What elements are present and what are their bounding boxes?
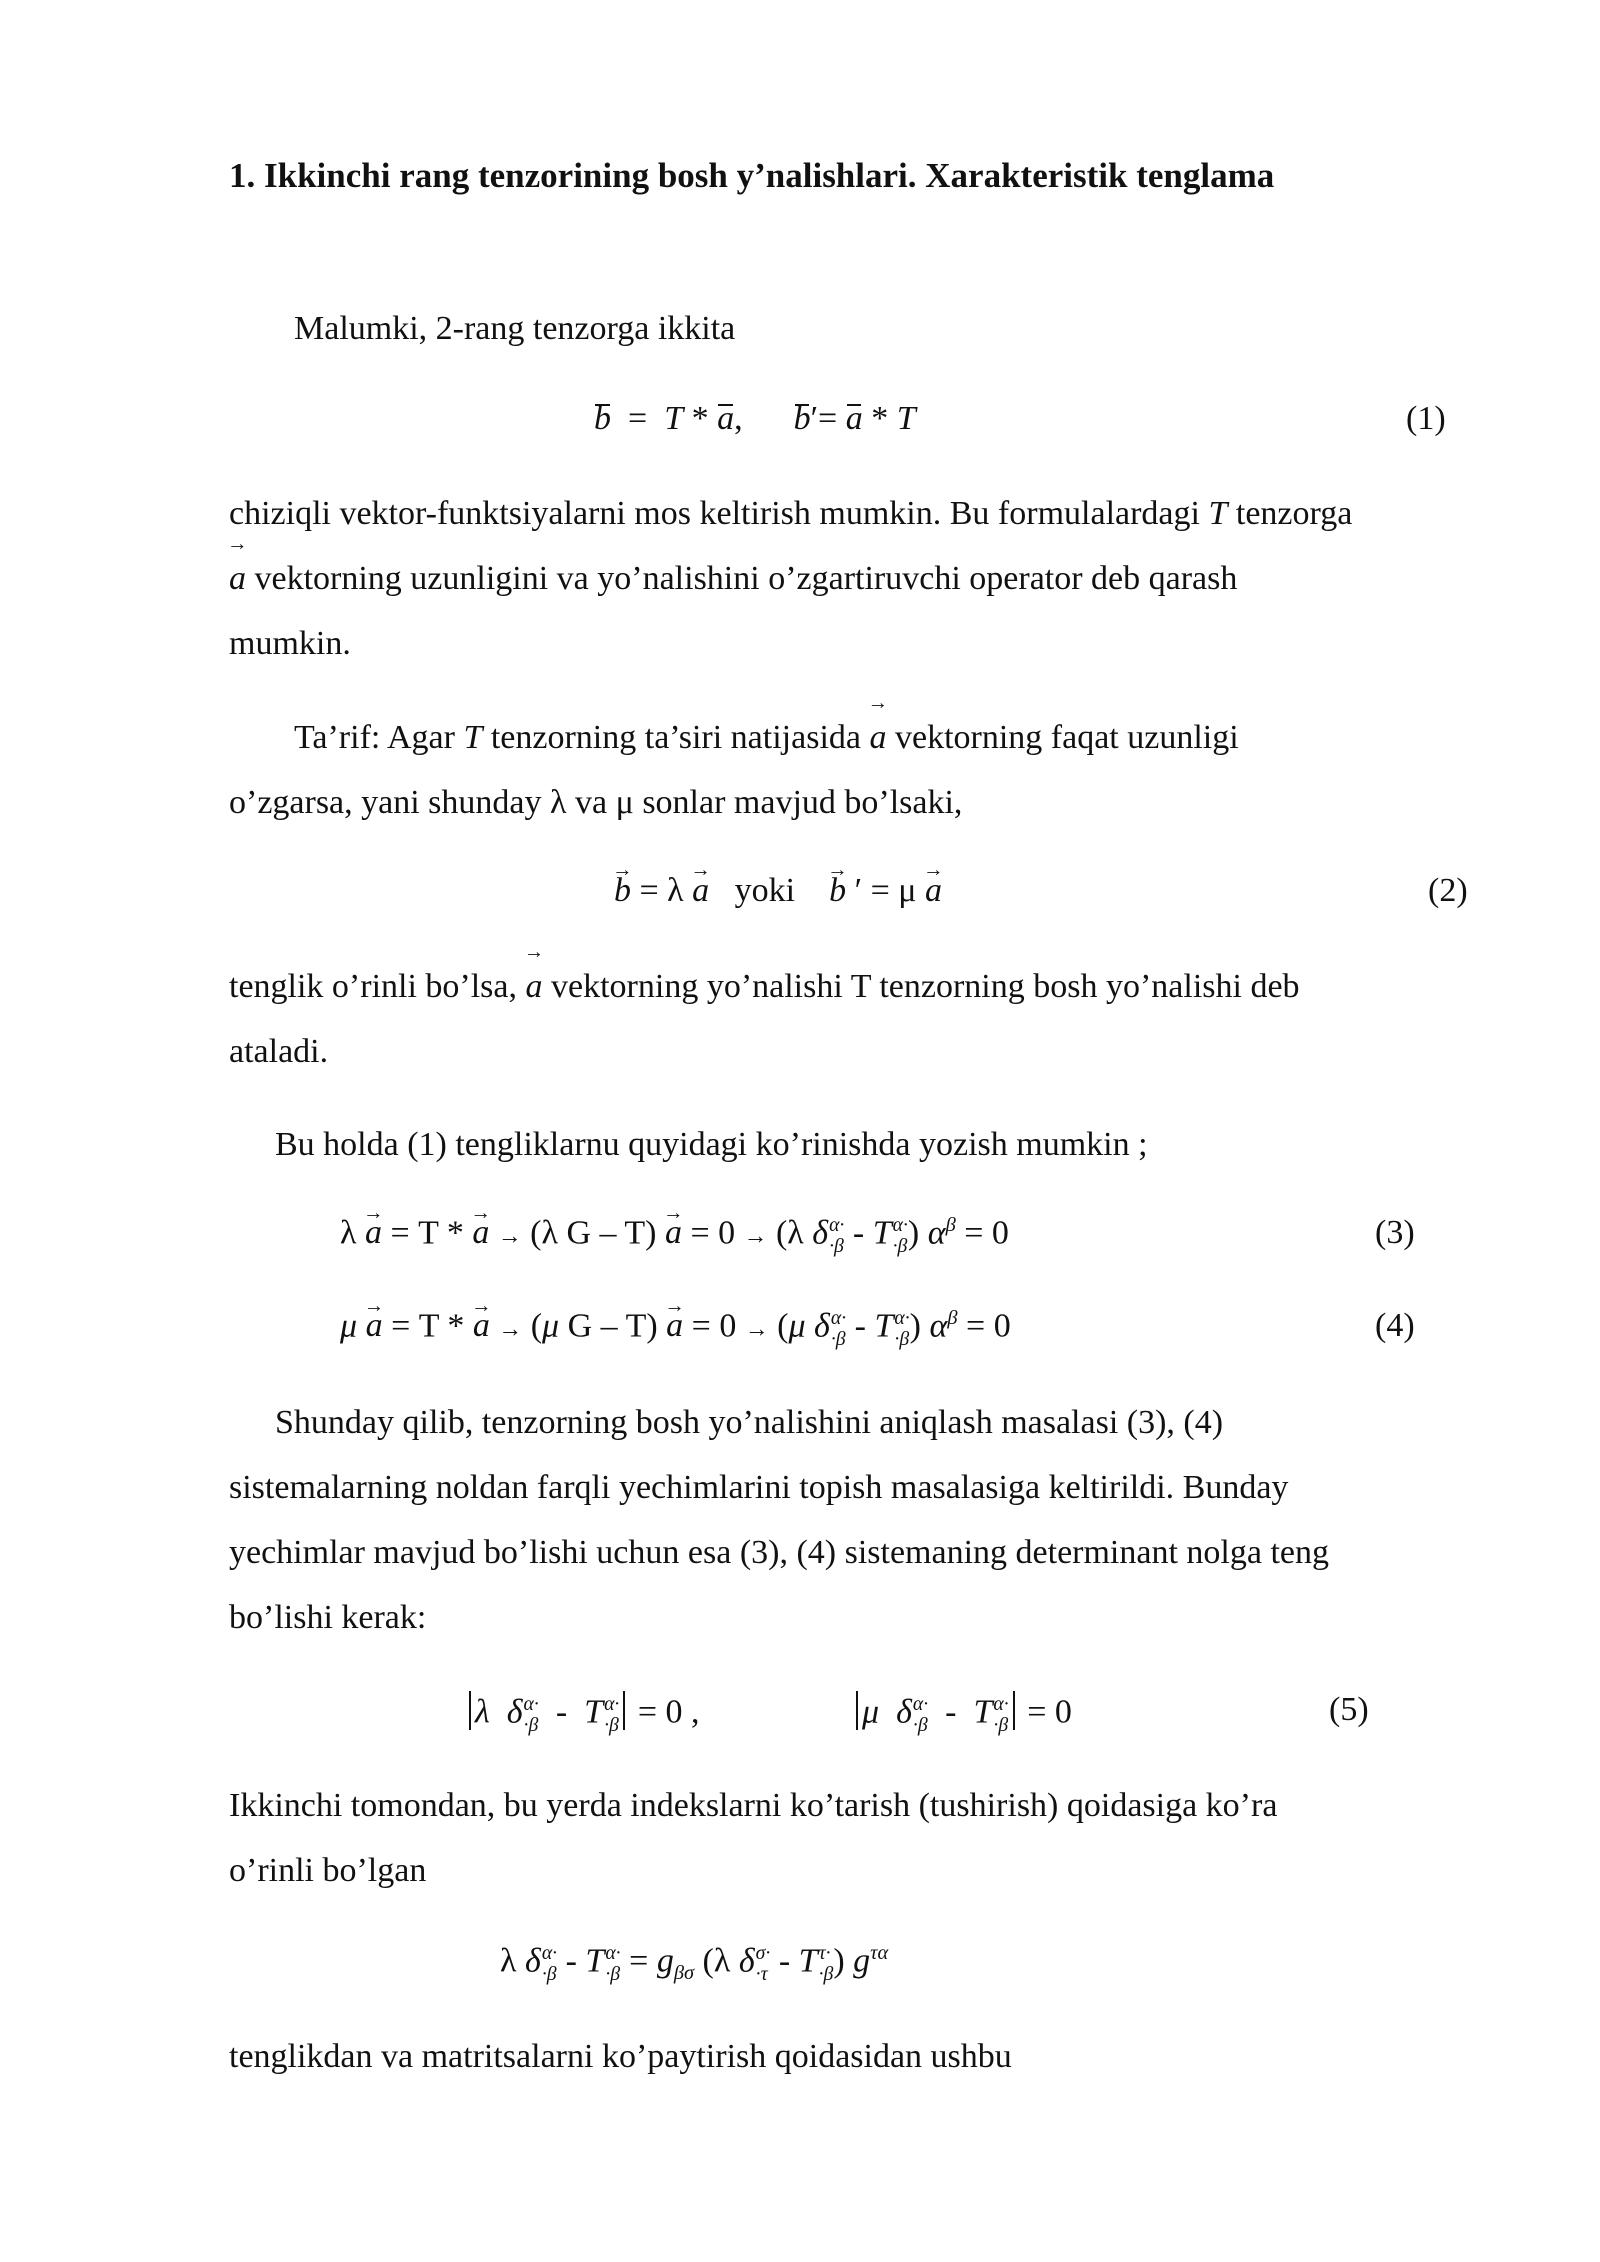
- equation-4: μ → a = T * → a → (μ G – T) → a = 0 → (μ δ α· ·β - T α· ·β ) $\alpha^\beta = 0$: [340, 1307, 1011, 1349]
- equation-number-2: (2): [1428, 872, 1468, 909]
- definition-line-2: o’zgarsa, yani shunday λ va μ sonlar mavjud bo’lsaki,: [229, 784, 963, 821]
- paragraph-4-line-1: tenglik o’rinli bo’lsa, → a vektorning yo’nalishi T tenzorning bosh yo’nalishi deb: [229, 954, 1300, 1019]
- equation-5-right: μ δ α· ·β - T α· ·β = 0: [852, 1691, 1072, 1736]
- paragraph-8: tenglikdan va matritsalarni ko’paytirish qoidasidan ushbu: [229, 2038, 1012, 2075]
- equation-number-1: (1): [1406, 400, 1446, 437]
- paragraph-7-line-1: Ikkinchi tomondan, bu yerda indekslarni ko’tarish (tushirish) qoidasiga ko’ra: [229, 1787, 1278, 1824]
- equation-number-5: (5): [1329, 1691, 1369, 1728]
- equation-5-left: λ δ α· ·β - T α· ·β = 0 ,: [465, 1691, 700, 1736]
- paragraph-4-line-2: ataladi.: [229, 1033, 329, 1070]
- equation-1: b = T * a, b′= a * T: [594, 400, 916, 437]
- section-heading: 1. Ikkinchi rang tenzorining bosh y’nalishlari. Xarakteristik tenglama: [229, 156, 1275, 195]
- equation-number-3: (3): [1375, 1214, 1415, 1251]
- paragraph-5: Bu holda (1) tengliklarnu quyidagi ko’rinishda yozish mumkin ;: [275, 1126, 1148, 1163]
- equation-3: λ → a = T * → a → (λ G – T) → a = 0 → (λ δ α· ·β - T α· ·β ) $\alpha^\beta = 0$: [340, 1214, 1009, 1256]
- paragraph-2-line-1: chiziqli vektor-funktsiyalarni mos keltirish mumkin. Bu formulalardagi T tenzorga: [229, 495, 1353, 532]
- definition-line-1: Ta’rif: Agar T tenzorning ta’siri natijasida → a vektorning faqat uzunligi: [294, 705, 1239, 770]
- paragraph-6-line-2: sistemalarning noldan farqli yechimlarini topish masalasiga keltirildi. Bunday: [229, 1469, 1289, 1506]
- paragraph-intro: Malumki, 2-rang tenzorga ikkita: [294, 310, 736, 347]
- equation-index-relation: λ δ α· ·β - T α· ·β = $g_{\beta\sigma}$ (λ δ σ· ·τ - T τ· ·β ) $g^{\tau\alpha}$: [500, 1941, 889, 1985]
- paragraph-2-line-2: → a vektorning uzunligini va yo’nalishini o’zgartiruvchi operator deb qarash: [229, 546, 1237, 611]
- paragraph-6-line-4: bo’lishi kerak:: [229, 1599, 427, 1636]
- paragraph-7-line-2: o’rinli bo’lgan: [229, 1852, 427, 1889]
- equation-2: → b = λ → a yoki → b ′ = μ → a: [614, 872, 942, 910]
- paragraph-6-line-3: yechimlar mavjud bo’lishi uchun esa (3), (4) sistemaning determinant nolga teng: [229, 1534, 1329, 1571]
- equation-number-4: (4): [1375, 1307, 1415, 1344]
- paragraph-6-line-1: Shunday qilib, tenzorning bosh yo’nalishini aniqlash masalasi (3), (4): [275, 1404, 1224, 1441]
- paragraph-2-line-3: mumkin.: [229, 625, 351, 662]
